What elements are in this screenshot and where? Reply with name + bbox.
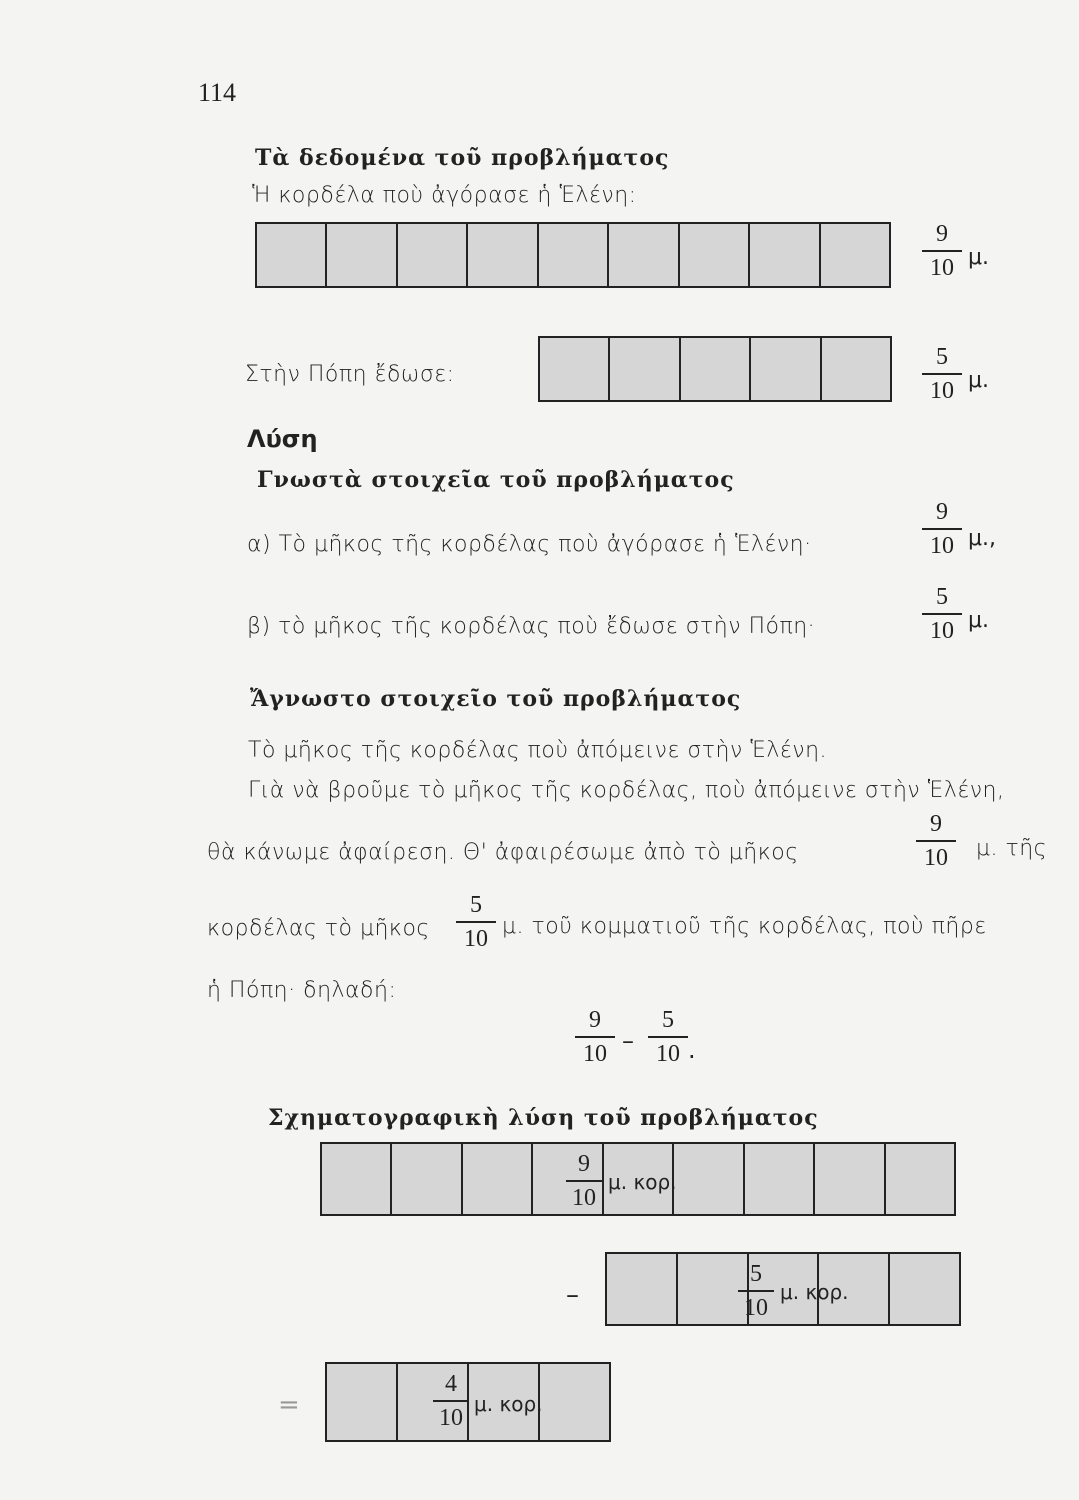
known-item-b: β) τὸ μῆκος τῆς κορδέλας ποὺ ἔδωσε στὴν Πόπη· xyxy=(247,614,816,639)
ribbon-cell xyxy=(751,338,821,400)
ribbon-cell xyxy=(257,224,327,286)
known-heading: Γνωστὰ στοιχεῖα τοῦ προβλήματος xyxy=(257,467,735,493)
fraction-5-10: 5 10 xyxy=(456,893,496,951)
expression-fraction-5-10: 5 10 xyxy=(648,1008,688,1066)
ribbon-cell xyxy=(890,1254,959,1324)
ribbon-cell xyxy=(745,1144,815,1214)
data-line-1: Ἡ κορδέλα ποὺ ἀγόρασε ἡ Ἑλένη: xyxy=(252,183,637,208)
ribbon-cell xyxy=(750,224,820,286)
solution-title: Λύση xyxy=(247,425,318,453)
bar-fraction-9-10: 9 10 xyxy=(566,1152,602,1210)
ribbon-cell xyxy=(539,224,609,286)
bar-label: μ. κορ. xyxy=(780,1280,849,1304)
graphic-heading: Σχηματογραφικὴ λύση τοῦ προβλήματος xyxy=(268,1105,819,1131)
unit-label: μ. xyxy=(968,608,989,633)
expression-fraction-9-10: 9 10 xyxy=(575,1008,615,1066)
ribbon-cell xyxy=(680,224,750,286)
unknown-line-3-tail: μ. τῆς xyxy=(976,836,1048,861)
ribbon-cell xyxy=(674,1144,744,1214)
ribbon-cell xyxy=(886,1144,954,1214)
ribbon-cell xyxy=(327,1364,398,1440)
ribbon-cell xyxy=(540,338,610,400)
ribbon-cell xyxy=(463,1144,533,1214)
fraction-5-10: 5 10 xyxy=(922,345,962,403)
unit-label: μ., xyxy=(968,526,996,551)
ribbon-bar-5-tenths xyxy=(538,336,892,402)
fraction-9-10: 9 10 xyxy=(922,500,962,558)
unknown-line-5: ἡ Πόπη· δηλαδή: xyxy=(207,978,397,1003)
ribbon-cell xyxy=(681,338,751,400)
unknown-line-2: Γιὰ νὰ βροῦμε τὸ μῆκος τῆς κορδέλας, ποὺ ἀπόμεινε στὴν Ἑλένη, xyxy=(248,778,1005,803)
page-number: 114 xyxy=(198,78,237,107)
unknown-line-4-tail: μ. τοῦ κομματιοῦ τῆς κορδέλας, ποὺ πῆρε xyxy=(502,914,987,939)
data-line-2: Στὴν Πόπη ἔδωσε: xyxy=(245,362,455,387)
ribbon-cell xyxy=(540,1364,609,1440)
ribbon-bar-9-tenths xyxy=(255,222,891,288)
ribbon-cell xyxy=(822,338,890,400)
bar-fraction-5-10: 5 10 xyxy=(738,1262,774,1320)
unknown-line-1: Τὸ μῆκος τῆς κορδέλας ποὺ ἀπόμεινε στὴν Ἑλένη. xyxy=(248,738,828,763)
ribbon-cell xyxy=(610,338,680,400)
fraction-9-10: 9 10 xyxy=(916,812,956,870)
fraction-9-10: 9 10 xyxy=(922,222,962,280)
ribbon-cell xyxy=(607,1254,678,1324)
unknown-line-3: θὰ κάνωμε ἀφαίρεση. Θ' ἀφαιρέσωμε ἀπὸ τὸ μῆκος xyxy=(207,840,799,865)
ribbon-cell xyxy=(609,224,679,286)
equals-sign: = xyxy=(278,1390,300,1420)
ribbon-cell xyxy=(392,1144,462,1214)
ribbon-cell xyxy=(398,224,468,286)
unit-label: μ. xyxy=(968,245,989,270)
data-heading: Τὰ δεδομένα τοῦ προβλήματος xyxy=(255,145,670,171)
known-item-a: α) Τὸ μῆκος τῆς κορδέλας ποὺ ἀγόρασε ἡ Ἑλένη· xyxy=(247,532,812,557)
ribbon-cell xyxy=(815,1144,885,1214)
bar-label: μ. κορ. xyxy=(474,1392,543,1416)
expression-period: . xyxy=(688,1036,696,1064)
minus-sign: – xyxy=(566,1280,579,1310)
ribbon-cell xyxy=(322,1144,392,1214)
bar-fraction-4-10: 4 10 xyxy=(433,1372,469,1430)
bar-label: μ. κορ. xyxy=(608,1170,677,1194)
fraction-5-10: 5 10 xyxy=(922,585,962,643)
unknown-line-4-start: κορδέλας τὸ μῆκος xyxy=(207,916,430,941)
unit-label: μ. xyxy=(968,368,989,393)
ribbon-cell xyxy=(821,224,889,286)
unknown-heading: Ἄγνωστο στοιχεῖο τοῦ προβλήματος xyxy=(250,686,742,712)
ribbon-cell xyxy=(327,224,397,286)
ribbon-cell xyxy=(468,224,538,286)
expression-minus: – xyxy=(622,1027,634,1055)
